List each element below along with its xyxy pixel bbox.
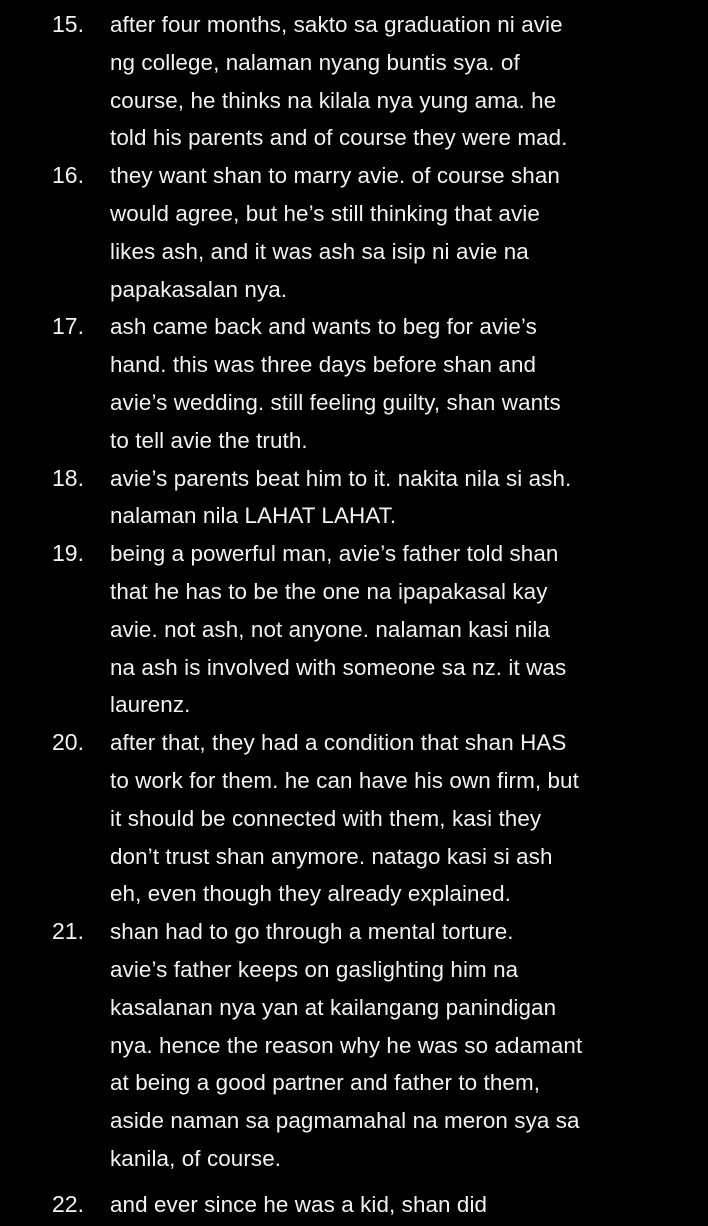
item-text: after four months, sakto sa graduation ni avie ng college, nalaman nyang buntis sya. of course, he thinks na kilala nya yung ama. he told his parents and of course they were mad. [110, 12, 568, 151]
list-item-22-partial [0, 1186, 708, 1226]
item-text: avie’s parents beat him to it. nakita nila si ash. nalaman nila LAHAT LAHAT. [110, 465, 572, 529]
item-number: 17. [52, 313, 84, 340]
list-item-20 [0, 724, 708, 913]
item-number: 15. [52, 11, 84, 37]
item-text: and ever since he was a kid, shan did [110, 1192, 488, 1217]
item-number: 20. [52, 729, 84, 756]
list-item-19 [0, 535, 708, 724]
item-number: 18. [52, 464, 84, 491]
list-item-18 [0, 460, 708, 536]
item-number: 22. [52, 1191, 84, 1217]
item-text: they want shan to marry avie. of course shan would agree, but he’s still thinking that avie likes ash, and it was ash sa isip ni avie na papakasalan nya. [110, 163, 560, 302]
item-text: after that, they had a condition that shan HAS to work for them. he can have his own firm, but it should be connected with them, kasi they don’t trust shan anymore. natago kasi si ash eh, even though they already explained. [110, 730, 579, 907]
list-item-17 [0, 308, 708, 459]
item-number: 16. [52, 162, 84, 189]
item-text: shan had to go through a mental torture. avie’s father keeps on gaslighting him na kasalanan nya yan at kailangang panindigan nya. hence the reason why he was so adamant at being a good partner and father to them, aside naman sa pagmamahal na meron sya sa kanila, of course. [110, 919, 583, 1171]
item-number: 21. [52, 918, 84, 945]
item-number: 19. [52, 540, 84, 567]
numbered-list [0, 6, 708, 1178]
list-item-16 [0, 157, 708, 308]
list-item-21 [0, 913, 708, 1178]
item-text: being a powerful man, avie’s father told shan that he has to be the one na ipapakasal kay avie. not ash, not anyone. nalaman kasi nila na ash is involved with someone sa nz. it was laurenz. [110, 541, 567, 718]
list-item-15 [0, 6, 708, 157]
item-text: ash came back and wants to beg for avie’s hand. this was three days before shan and avie’s wedding. still feeling guilty, shan wants to tell avie the truth. [110, 314, 561, 453]
